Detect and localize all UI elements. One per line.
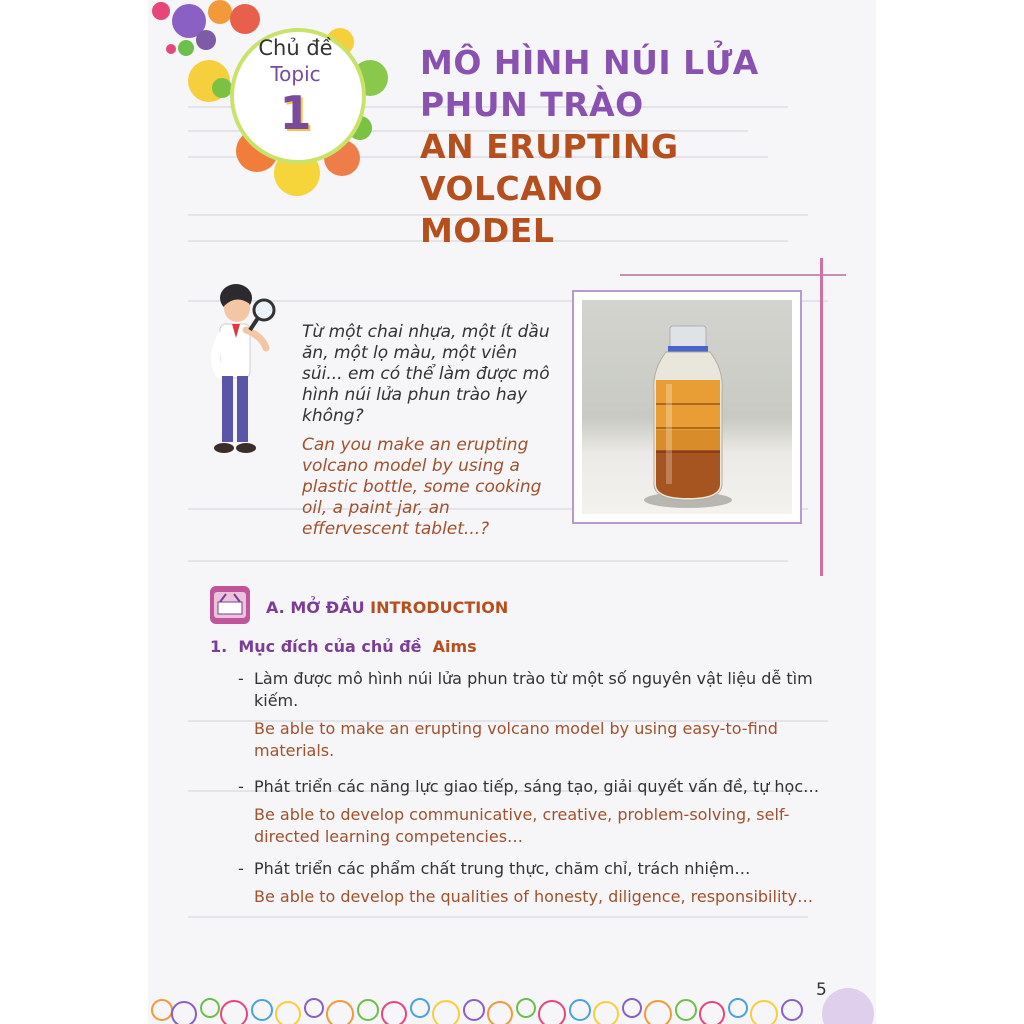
subsection-heading-en: Aims <box>432 637 477 656</box>
bottle-photo <box>582 300 792 514</box>
intro-question <box>302 322 560 540</box>
aim-text-en: Be able to develop communicative, creative, problem-solving, self-directed learning competencies… <box>254 805 790 846</box>
boy-with-magnifier-illustration <box>206 278 290 462</box>
aim-text-vi: Làm được mô hình núi lửa phun trào từ một số nguyên vật liệu dễ tìm kiếm. <box>254 669 813 710</box>
bullet-dash: - <box>238 859 244 878</box>
intro-text-en: Can you make an erupting volcano model by using a plastic bottle, some cooking oil, a paint jar, an effervescent tablet...? <box>302 435 542 539</box>
textbook-page <box>148 0 876 1024</box>
page-title <box>420 42 860 252</box>
bullet-dash: - <box>238 669 244 688</box>
section-heading <box>266 598 508 617</box>
bullet-dash: - <box>238 777 244 796</box>
section-basket-icon <box>210 586 250 624</box>
aims-list <box>238 668 828 916</box>
title-vi-line2: PHUN TRÀO <box>420 85 644 124</box>
aim-text-vi: Phát triển các phẩm chất trung thực, chăm chỉ, trách nhiệm… <box>254 859 751 878</box>
divider-vertical <box>820 258 823 576</box>
page-number: 5 <box>816 980 827 1000</box>
section-heading-vi: A. MỞ ĐẦU <box>266 598 365 617</box>
subsection-heading <box>210 637 477 656</box>
section-heading-en: INTRODUCTION <box>370 598 509 617</box>
divider-horizontal <box>620 274 846 276</box>
title-vi-line1: MÔ HÌNH NÚI LỬA <box>420 43 759 82</box>
aim-text-en: Be able to develop the qualities of honesty, diligence, responsibility… <box>254 887 814 906</box>
title-en-line1: AN ERUPTING VOLCANO <box>420 127 679 208</box>
subsection-heading-vi: Mục đích của chủ đề <box>238 637 422 656</box>
topic-label-vi: Chủ đề <box>258 36 333 60</box>
title-en-line2: MODEL <box>420 211 555 250</box>
intro-text-vi: Từ một chai nhựa, một ít dầu ăn, một lọ màu, một viên sủi... em có thể làm được mô hình núi lửa phun trào hay không? <box>302 322 550 426</box>
list-item <box>238 858 828 908</box>
photo-frame <box>572 290 802 524</box>
list-item <box>238 668 828 762</box>
topic-number: 1 <box>279 86 312 140</box>
decorative-circle-border <box>148 984 876 1024</box>
oil-bottle-image <box>582 300 792 514</box>
topic-label-en: Topic <box>270 62 321 86</box>
aim-text-vi: Phát triển các năng lực giao tiếp, sáng tạo, giải quyết vấn đề, tự học… <box>254 777 820 796</box>
aim-text-en: Be able to make an erupting volcano model by using easy-to-find materials. <box>254 719 778 760</box>
subsection-number: 1. <box>210 637 228 656</box>
list-item <box>238 776 828 848</box>
